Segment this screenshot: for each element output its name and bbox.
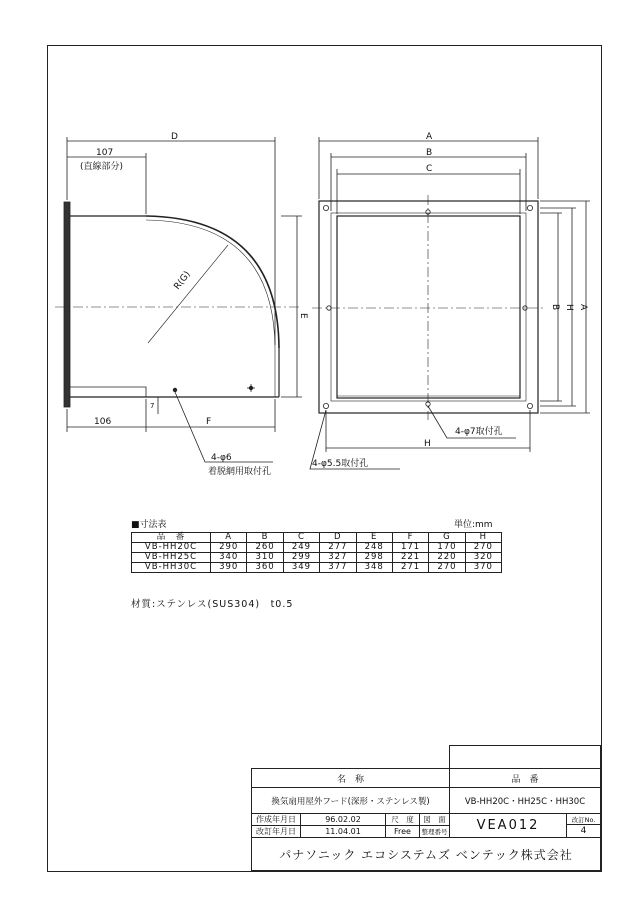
part-header: 品 番 <box>449 768 601 788</box>
table-cell: 170 <box>429 543 465 553</box>
product-name: 換気扇用屋外フード(深形・ステンレス製) <box>251 787 450 814</box>
table-header: H <box>465 533 501 543</box>
scale-label: 尺 度 <box>385 813 420 826</box>
table-header: D <box>320 533 356 543</box>
material-note: 材質:ステンレス(SUS304) t0.5 <box>131 599 294 610</box>
table-cell: 377 <box>320 563 356 573</box>
title-block-spacer <box>449 745 601 768</box>
drawing-number: VEA012 <box>449 813 567 838</box>
company-name: パナソニック エコシステムズ ベンテック株式会社 <box>251 837 601 871</box>
table-cell: 299 <box>283 553 319 563</box>
table-cell: 221 <box>392 553 428 563</box>
dim-B: B <box>426 148 433 158</box>
revision-number: 4 <box>566 824 601 838</box>
table-cell: VB-HH30C <box>132 563 211 573</box>
dim-E: E <box>298 313 308 319</box>
dimension-table-caption: ■寸法表 <box>131 520 167 530</box>
management-label: 整理番号 <box>419 825 450 838</box>
dimension-table-unit: 単位:mm <box>454 520 493 530</box>
title-block <box>251 745 601 871</box>
table-header: F <box>392 533 428 543</box>
dim-B-side: B <box>550 304 560 311</box>
table-header: G <box>429 533 465 543</box>
dim-106: 106 <box>94 417 112 427</box>
table-cell: VB-HH20C <box>132 543 211 553</box>
table-row <box>132 563 502 573</box>
hole-7-label: 4-φ7取付孔 <box>455 427 503 437</box>
table-cell: 270 <box>429 563 465 573</box>
table-header: C <box>283 533 319 543</box>
hole-6-desc: 着脱網用取付孔 <box>208 467 272 477</box>
table-cell: 248 <box>356 543 392 553</box>
table-cell: 349 <box>283 563 319 573</box>
dim-H-side: H <box>564 304 574 311</box>
table-cell: 249 <box>283 543 319 553</box>
table-cell: 370 <box>465 563 501 573</box>
table-cell: 171 <box>392 543 428 553</box>
table-header: B <box>247 533 283 543</box>
dim-straight-note: (直線部分) <box>80 162 124 172</box>
table-cell: 327 <box>320 553 356 563</box>
hole-55-label: 4-φ5.5取付孔 <box>312 459 369 469</box>
table-cell: 260 <box>247 543 283 553</box>
created-date: 96.02.02 <box>300 813 386 826</box>
table-cell: 320 <box>465 553 501 563</box>
table-cell: 220 <box>429 553 465 563</box>
dim-F: F <box>206 417 212 427</box>
front-flange-outer <box>319 201 538 413</box>
dim-A: A <box>426 132 433 142</box>
side-flange <box>64 202 70 407</box>
dim-radius: R(G) <box>172 269 193 292</box>
table-row <box>132 543 502 553</box>
scale-value: Free <box>385 825 420 838</box>
revised-label: 改訂年月日 <box>251 825 301 838</box>
dim-C: C <box>426 164 433 174</box>
dim-D: D <box>171 132 178 142</box>
table-cell: 271 <box>392 563 428 573</box>
dim-107: 107 <box>96 148 114 158</box>
table-header: E <box>356 533 392 543</box>
table-header: A <box>211 533 247 543</box>
revision-label: 改訂No. <box>566 813 601 825</box>
table-cell: 298 <box>356 553 392 563</box>
table-cell: 390 <box>211 563 247 573</box>
revised-date: 11.04.01 <box>300 825 386 838</box>
table-cell: 360 <box>247 563 283 573</box>
table-header-row <box>132 533 502 543</box>
dim-7: 7 <box>150 402 155 410</box>
table-cell: 348 <box>356 563 392 573</box>
table-cell: 277 <box>320 543 356 553</box>
table-cell: 270 <box>465 543 501 553</box>
dimension-table <box>131 532 502 573</box>
table-cell: 290 <box>211 543 247 553</box>
name-header: 名 称 <box>251 768 450 788</box>
figure-label: 図 面 <box>419 813 450 826</box>
part-number: VB-HH20C・HH25C・HH30C <box>449 787 601 814</box>
created-label: 作成年月日 <box>251 813 301 826</box>
front-duct-opening <box>337 216 520 398</box>
table-cell: VB-HH25C <box>132 553 211 563</box>
table-header: 品 番 <box>132 533 211 543</box>
dim-H-bottom: H <box>424 439 431 449</box>
table-cell: 310 <box>247 553 283 563</box>
hole-6-label: 4-φ6 <box>211 453 232 463</box>
dim-A-side: A <box>578 304 588 311</box>
table-cell: 340 <box>211 553 247 563</box>
table-row <box>132 553 502 563</box>
